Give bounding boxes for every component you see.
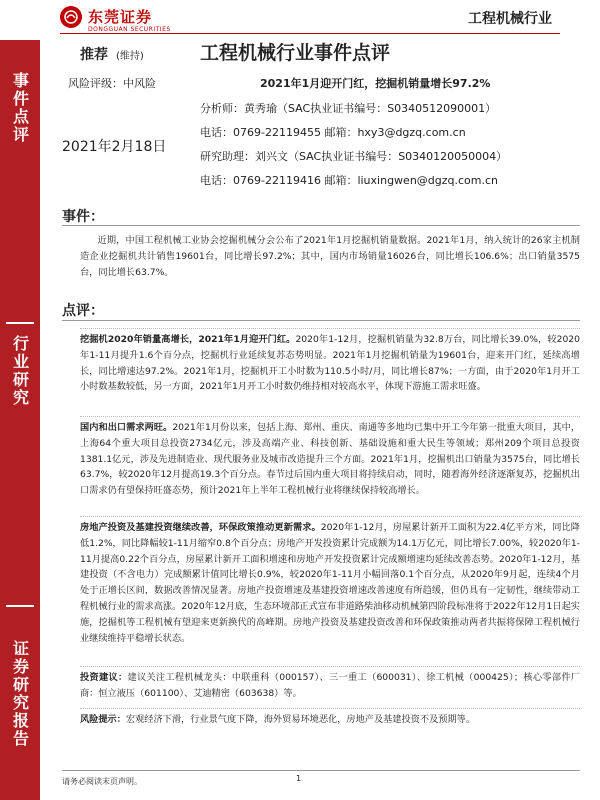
footer-divider (62, 770, 580, 771)
analyst-info: 分析师：黄秀瑜（SAC执业证书编号：S0340512090001） (200, 102, 497, 115)
rating-note: (维持) (116, 51, 144, 62)
brand-name-en: DONGGUAN SECURITIES (88, 26, 171, 33)
sidebar-divider (6, 322, 34, 324)
sidebar-divider (6, 605, 34, 607)
comment-block-demand (80, 420, 580, 499)
comment-block-lead: 房地产投资及基建投资继续改善，环保政策推动更新需求。 (80, 522, 321, 533)
comment-block-risk (80, 712, 580, 728)
section-divider (62, 320, 580, 321)
assistant-contact: 电话：0769-22119416 邮箱：liuxingwen@dgzq.com.cn (200, 174, 499, 187)
brand-logo (60, 6, 171, 33)
comment-block-investment (80, 520, 580, 646)
sidebar-label-report: 证券研究报告 (10, 640, 30, 748)
sidebar-band (0, 40, 40, 800)
sidebar-label-event: 事件点评 (10, 72, 30, 144)
section-divider (62, 225, 580, 226)
block-divider (80, 416, 580, 417)
comment-block-advice (80, 670, 580, 702)
comment-block-text: 2021年1月份以来，包括上海、郑州、重庆、南通等多地均已集中开工今年第一批重大项目，其中，上海64个重大项目总投资2734亿元，涉及高端产业、科技创新、基础设施和重大民生等领域；郑州209个项目总投资1381.1亿元，涉及先进制造业、现代服务业及城市改造提升三个方面。2021年1月，挖掘机出口销量为3575台，同比增长63.7%，较2020年12月提高19.3个百分点。春节过后国内重大项目将持续启动，同时，随着海外经济逐渐复苏，挖掘机出口需求仍有望保持旺盛态势，预计2021年上半年工程机械行业将继续保持较高增长。 (80, 422, 581, 497)
block-divider (80, 666, 580, 667)
report-title: 工程机械行业事件点评 (200, 42, 391, 64)
report-date: 2021年2月18日 (62, 139, 167, 155)
assistant-info: 研究助理：刘兴文（SAC执业证书编号：S0340120050004） (200, 150, 508, 163)
comment-block-lead: 挖掘机2020年销量高增长，2021年1月迎开门红。 (80, 334, 296, 345)
comment-block-text: 建议关注工程机械龙头：中联重科（000157）、三一重工（600031）、徐工机械（000425）；核心零部件厂商：恒立液压（601100）、艾迪精密（603638）等。 (80, 672, 581, 699)
comment-block-lead: 国内和出口需求两旺。 (80, 422, 173, 433)
brand-name: 东莞证券 (88, 8, 153, 26)
industry-label: 工程机械行业 (468, 11, 552, 27)
block-divider (80, 708, 580, 709)
rating-value: 推荐 (80, 47, 108, 63)
event-heading: 事件： (62, 209, 104, 225)
event-body: 近期，中国工程机械工业协会挖掘机械分会公布了2021年1月挖掘机销量数据。2021年1月，纳入统计的26家主机制造企业挖掘机共计销售19601台，同比增长97.2%；其中，国内市场销量16026台，同比增长106.6%；出口销量3575台，同比增长63.7%。 (80, 235, 580, 278)
footer-disclaimer: 请务必阅读末页声明。 (62, 777, 142, 786)
header-divider (60, 33, 560, 34)
brand-emblem-icon (60, 6, 82, 28)
page-number: 1 (296, 774, 302, 783)
comment-block-lead: 投资建议： (80, 672, 128, 683)
risk-level: 风险评级：中风险 (68, 77, 156, 90)
block-divider (80, 516, 580, 517)
analyst-contact: 电话：0769-22119455 邮箱：hxy3@dgzq.com.cn (200, 126, 466, 139)
block-divider (80, 328, 580, 329)
comment-block-excavator (80, 332, 580, 395)
comment-block-lead: 风险提示： (80, 714, 126, 725)
comment-block-text: 2020年1-12月，挖掘机销量为32.8万台，同比增长39.0%，较2020年1-11月提升1.6个百分点，挖掘机行业延续复苏态势明显。2021年1月挖掘机销量为19601台，迎来开门红，延续高增长，同比增速达97.2%。2021年1月，挖掘机开工小时数为110.5小时/月，同比增长87%；一方面，由于2020年1月开工小时数基数较低，另一方面，2021年1月开工小时数仍维持相对较高水平，体现下游施工需求旺盛。 (80, 334, 580, 393)
comment-heading: 点评： (62, 303, 104, 319)
sidebar-label-industry: 行业研究 (10, 335, 30, 407)
rating (80, 44, 144, 64)
report-subtitle: 2021年1月迎开门红，挖掘机销量增长97.2% (260, 77, 491, 90)
comment-block-text: 2020年1-12月，房屋累计新开工面积为22.4亿平方米，同比降低1.2%，同比降幅较1-11月缩窄0.8个百分点；房地产开发投资累计完成额为14.1万亿元，同比增长7.00%，较2020年1-11月提高0.22个百分点，房屋累计新开工面积增速和房地产开发投资累计完成额增速均延续改善态势。2020年1-12月，基建投资（不含电力）完成额累计值同比增长0.9%，较2020年1-11月小幅回落0.1个百分点，从2020年9月起，连续4个月处于正增长区间，数据改善情况显著。房地产投资增速及基建投资增速改善速度有所趋缓，但仍具有一定韧性，继续带动工程机械行业的需求高涨。2020年12月底，生态环境部正式宣布非道路柴油移动机械第四阶段标准将于2022年12月1日起实施，挖掘机等工程机械有望迎来更新换代的高峰期。房地产投资及基建投资改善和环保政策推动两者共振将保障工程机械行业继续维持平稳增长状态。 (80, 522, 580, 644)
comment-block-text: 宏观经济下滑，行业景气度下降，海外贸易环境恶化，房地产及基建投资不及预期等。 (125, 714, 476, 725)
